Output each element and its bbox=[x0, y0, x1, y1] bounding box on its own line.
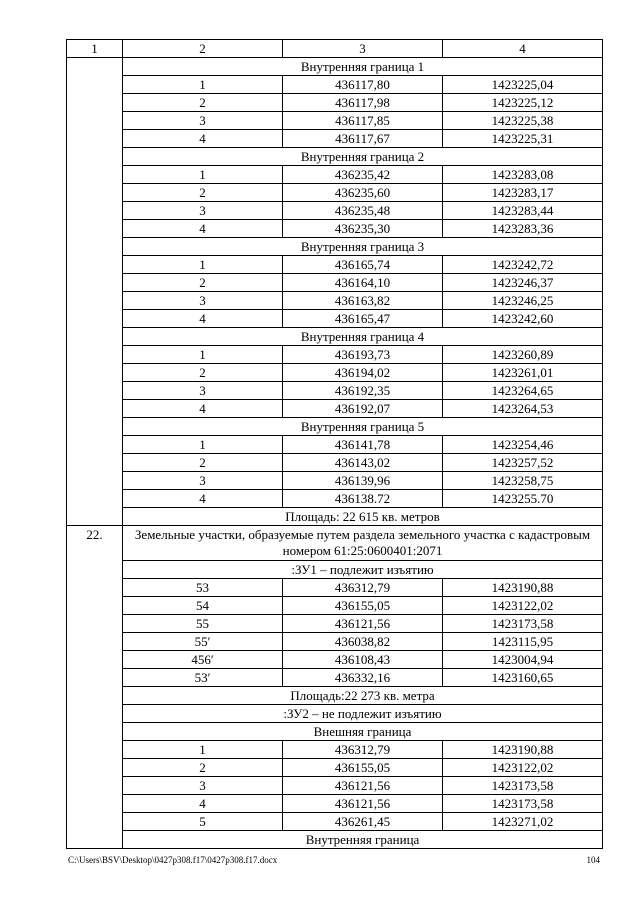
coordinate-row bbox=[67, 400, 603, 418]
coordinate-row bbox=[67, 364, 603, 382]
zu1-title-row-text: :ЗУ1 – подлежит изъятию bbox=[123, 561, 603, 579]
y-coordinate: 1423122,02 bbox=[443, 759, 603, 777]
area-row-text: Площадь: 22 615 кв. метров bbox=[123, 508, 603, 526]
point-number: 2 bbox=[123, 759, 283, 777]
point-number: 1 bbox=[123, 436, 283, 454]
point-number: 2 bbox=[123, 454, 283, 472]
coordinate-row bbox=[67, 310, 603, 328]
point-number: 4 bbox=[123, 400, 283, 418]
point-number: 5 bbox=[123, 813, 283, 831]
coordinate-row bbox=[67, 220, 603, 238]
x-coordinate: 436165,74 bbox=[283, 256, 443, 274]
y-coordinate: 1423190,88 bbox=[443, 741, 603, 759]
column-number-header-row bbox=[67, 40, 603, 58]
point-number: 4 bbox=[123, 310, 283, 328]
y-coordinate: 1423173,58 bbox=[443, 615, 603, 633]
point-number: 3 bbox=[123, 112, 283, 130]
y-coordinate: 1423225,38 bbox=[443, 112, 603, 130]
coordinate-row bbox=[67, 184, 603, 202]
point-number: 2 bbox=[123, 184, 283, 202]
x-coordinate: 436121,56 bbox=[283, 777, 443, 795]
x-coordinate: 436194,02 bbox=[283, 364, 443, 382]
y-coordinate: 1423264,53 bbox=[443, 400, 603, 418]
x-coordinate: 436193,73 bbox=[283, 346, 443, 364]
x-coordinate: 436121,56 bbox=[283, 795, 443, 813]
x-coordinate: 436141,78 bbox=[283, 436, 443, 454]
inner-boundary-title bbox=[67, 328, 603, 346]
coordinate-row bbox=[67, 759, 603, 777]
x-coordinate: 436332,16 bbox=[283, 669, 443, 687]
y-coordinate: 1423225,31 bbox=[443, 130, 603, 148]
point-number: 1 bbox=[123, 346, 283, 364]
y-coordinate: 1423246,25 bbox=[443, 292, 603, 310]
x-coordinate: 436312,79 bbox=[283, 741, 443, 759]
x-coordinate: 436117,67 bbox=[283, 130, 443, 148]
y-coordinate: 1423115,95 bbox=[443, 633, 603, 651]
column-number-4: 4 bbox=[443, 40, 603, 58]
inner-boundary-title bbox=[67, 148, 603, 166]
zu2-title-row-text: :ЗУ2 – не подлежит изъятию bbox=[123, 705, 603, 723]
y-coordinate: 1423160,65 bbox=[443, 669, 603, 687]
x-coordinate: 436038,82 bbox=[283, 633, 443, 651]
x-coordinate: 436117,85 bbox=[283, 112, 443, 130]
outer-boundary-title-text: Внешняя граница bbox=[123, 723, 603, 741]
footer-file-path: C:\Users\BSV\Desktop\0427p308.f17\0427p308.f17.docx bbox=[68, 855, 278, 865]
y-coordinate: 1423242,72 bbox=[443, 256, 603, 274]
coordinate-row bbox=[67, 472, 603, 490]
inner-boundary-title bbox=[67, 58, 603, 76]
x-coordinate: 436155,05 bbox=[283, 597, 443, 615]
y-coordinate: 1423004,94 bbox=[443, 651, 603, 669]
footer-page-number: 104 bbox=[586, 855, 600, 865]
x-coordinate: 436165,47 bbox=[283, 310, 443, 328]
y-coordinate: 1423242,60 bbox=[443, 310, 603, 328]
item-number-cell-empty bbox=[67, 58, 123, 526]
parcels-description-row-text: Земельные участки, образуемые путем раздела земельного участка с кадастровым номером 61:25:0600401:2071 bbox=[123, 526, 603, 561]
point-number: 3 bbox=[123, 777, 283, 795]
x-coordinate: 436235,48 bbox=[283, 202, 443, 220]
point-number: 53 bbox=[123, 579, 283, 597]
coordinate-row bbox=[67, 382, 603, 400]
inner-boundary-title-last-text: Внутренняя граница bbox=[123, 831, 603, 849]
point-number: 2 bbox=[123, 364, 283, 382]
coordinate-row bbox=[67, 651, 603, 669]
coordinate-row bbox=[67, 292, 603, 310]
y-coordinate: 1423260,89 bbox=[443, 346, 603, 364]
coordinate-row bbox=[67, 436, 603, 454]
area-row bbox=[67, 508, 603, 526]
inner-boundary-title-text: Внутренняя граница 4 bbox=[123, 328, 603, 346]
inner-boundary-title-text: Внутренняя граница 1 bbox=[123, 58, 603, 76]
coordinates-table-body bbox=[67, 40, 603, 849]
coordinate-row bbox=[67, 615, 603, 633]
coordinate-row bbox=[67, 166, 603, 184]
x-coordinate: 436117,80 bbox=[283, 76, 443, 94]
point-number: 55 bbox=[123, 615, 283, 633]
coordinate-row bbox=[67, 256, 603, 274]
point-number: 55′ bbox=[123, 633, 283, 651]
point-number: 4 bbox=[123, 795, 283, 813]
coordinate-row bbox=[67, 669, 603, 687]
point-number: 1 bbox=[123, 256, 283, 274]
coordinate-row bbox=[67, 94, 603, 112]
coordinate-row bbox=[67, 76, 603, 94]
coordinates-table bbox=[66, 39, 603, 849]
point-number: 4 bbox=[123, 130, 283, 148]
coordinate-row bbox=[67, 130, 603, 148]
inner-boundary-title-text: Внутренняя граница 2 bbox=[123, 148, 603, 166]
point-number: 3 bbox=[123, 292, 283, 310]
point-number: 456′ bbox=[123, 651, 283, 669]
x-coordinate: 436143,02 bbox=[283, 454, 443, 472]
point-number: 1 bbox=[123, 741, 283, 759]
y-coordinate: 1423271,02 bbox=[443, 813, 603, 831]
point-number: 2 bbox=[123, 274, 283, 292]
coordinate-row bbox=[67, 112, 603, 130]
x-coordinate: 436192,35 bbox=[283, 382, 443, 400]
coordinate-row bbox=[67, 633, 603, 651]
coordinate-row bbox=[67, 777, 603, 795]
parcels-description-row bbox=[67, 526, 603, 561]
point-number: 3 bbox=[123, 382, 283, 400]
y-coordinate: 1423173,58 bbox=[443, 795, 603, 813]
x-coordinate: 436261,45 bbox=[283, 813, 443, 831]
inner-boundary-title-text: Внутренняя граница 3 bbox=[123, 238, 603, 256]
y-coordinate: 1423122,02 bbox=[443, 597, 603, 615]
inner-boundary-title bbox=[67, 238, 603, 256]
y-coordinate: 1423254,46 bbox=[443, 436, 603, 454]
point-number: 53′ bbox=[123, 669, 283, 687]
y-coordinate: 1423255.70 bbox=[443, 490, 603, 508]
x-coordinate: 436163,82 bbox=[283, 292, 443, 310]
x-coordinate: 436139,96 bbox=[283, 472, 443, 490]
point-number: 2 bbox=[123, 94, 283, 112]
coordinate-row bbox=[67, 741, 603, 759]
coordinate-row bbox=[67, 813, 603, 831]
point-number: 4 bbox=[123, 490, 283, 508]
column-number-2: 2 bbox=[123, 40, 283, 58]
inner-boundary-title-text: Внутренняя граница 5 bbox=[123, 418, 603, 436]
point-number: 3 bbox=[123, 472, 283, 490]
point-number: 1 bbox=[123, 166, 283, 184]
x-coordinate: 436235,42 bbox=[283, 166, 443, 184]
x-coordinate: 436138.72 bbox=[283, 490, 443, 508]
zu1-area-row bbox=[67, 687, 603, 705]
column-number-3: 3 bbox=[283, 40, 443, 58]
y-coordinate: 1423257,52 bbox=[443, 454, 603, 472]
x-coordinate: 436235,60 bbox=[283, 184, 443, 202]
y-coordinate: 1423283,08 bbox=[443, 166, 603, 184]
y-coordinate: 1423246,37 bbox=[443, 274, 603, 292]
x-coordinate: 436155,05 bbox=[283, 759, 443, 777]
x-coordinate: 436192,07 bbox=[283, 400, 443, 418]
zu2-title-row bbox=[67, 705, 603, 723]
y-coordinate: 1423258,75 bbox=[443, 472, 603, 490]
column-number-1: 1 bbox=[67, 40, 123, 58]
point-number: 1 bbox=[123, 76, 283, 94]
y-coordinate: 1423190,88 bbox=[443, 579, 603, 597]
x-coordinate: 436312,79 bbox=[283, 579, 443, 597]
coordinate-row bbox=[67, 454, 603, 472]
coordinate-row bbox=[67, 597, 603, 615]
coordinate-row bbox=[67, 346, 603, 364]
x-coordinate: 436121,56 bbox=[283, 615, 443, 633]
zu1-title-row bbox=[67, 561, 603, 579]
x-coordinate: 436235,30 bbox=[283, 220, 443, 238]
point-number: 4 bbox=[123, 220, 283, 238]
point-number: 54 bbox=[123, 597, 283, 615]
outer-boundary-title bbox=[67, 723, 603, 741]
y-coordinate: 1423283,17 bbox=[443, 184, 603, 202]
y-coordinate: 1423225,12 bbox=[443, 94, 603, 112]
x-coordinate: 436108,43 bbox=[283, 651, 443, 669]
y-coordinate: 1423261,01 bbox=[443, 364, 603, 382]
inner-boundary-title bbox=[67, 418, 603, 436]
y-coordinate: 1423173,58 bbox=[443, 777, 603, 795]
coordinate-row bbox=[67, 795, 603, 813]
coordinate-row bbox=[67, 274, 603, 292]
inner-boundary-title-last bbox=[67, 831, 603, 849]
coordinate-row bbox=[67, 202, 603, 220]
y-coordinate: 1423264,65 bbox=[443, 382, 603, 400]
point-number: 3 bbox=[123, 202, 283, 220]
coordinate-row bbox=[67, 490, 603, 508]
item-number: 22. bbox=[67, 526, 123, 849]
y-coordinate: 1423283,36 bbox=[443, 220, 603, 238]
coordinate-row bbox=[67, 579, 603, 597]
x-coordinate: 436164,10 bbox=[283, 274, 443, 292]
y-coordinate: 1423225,04 bbox=[443, 76, 603, 94]
y-coordinate: 1423283,44 bbox=[443, 202, 603, 220]
zu1-area-row-text: Площадь:22 273 кв. метра bbox=[123, 687, 603, 705]
x-coordinate: 436117,98 bbox=[283, 94, 443, 112]
